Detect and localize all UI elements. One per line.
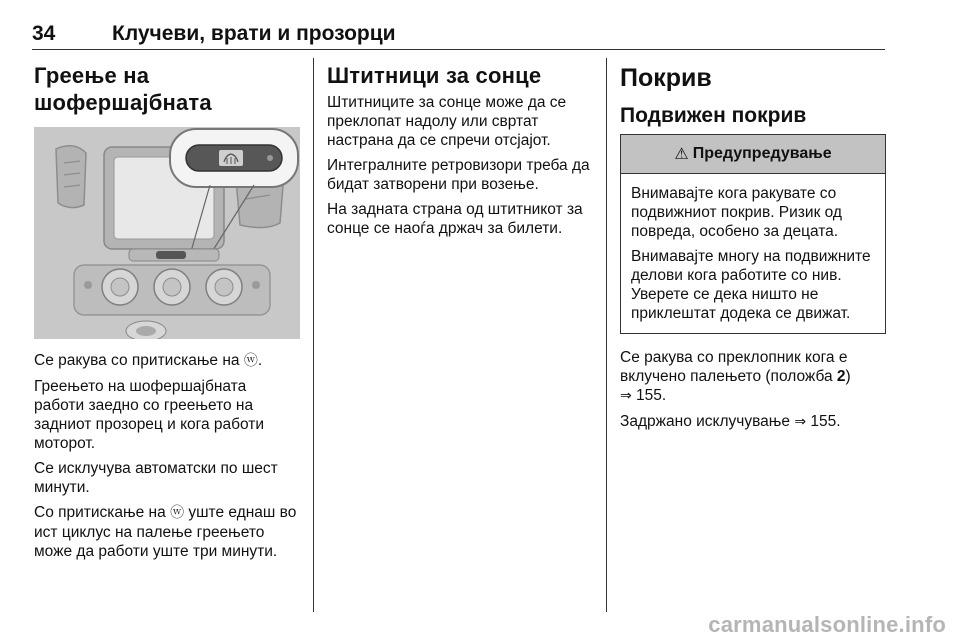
column-sun-visors xyxy=(327,62,597,244)
page-number: 34 xyxy=(32,22,56,45)
warning-title: Предупредување xyxy=(692,145,832,162)
column-windshield-heating xyxy=(34,62,300,567)
warning-paragraph-1: Внимавајте кога ракувате со подвижниот покрив. Ризик од повреда, особено за децата. xyxy=(631,185,842,240)
column-roof xyxy=(620,62,886,438)
paragraph-sun-visor-fold: Штитниците за сонце може да се преклопат надолу или свртат настрана да се спречи отсјајот. xyxy=(327,94,567,149)
section-heading-roof: Покрив xyxy=(620,64,712,92)
column-divider-1 xyxy=(313,58,314,612)
warning-triangle-icon: ⚠ xyxy=(674,146,689,163)
page-reference[interactable]: 155. xyxy=(636,387,667,404)
page-header xyxy=(32,22,884,48)
paragraph-ticket-holder: На задната страна од штитникот за сонце се наоѓа држач за билети. xyxy=(327,201,583,237)
paragraph-auto-off: Се исклучува автоматски по шест минути. xyxy=(34,460,278,496)
section-heading-windshield-heating: Греење на шофершајбната xyxy=(34,63,212,115)
windshield-heating-icon: ⓦ xyxy=(170,505,185,521)
column-divider-2 xyxy=(606,58,607,612)
subheading-sliding-roof: Подвижен покрив xyxy=(620,104,807,127)
warning-header xyxy=(621,135,885,174)
header-rule xyxy=(32,49,885,50)
paragraph-roof-operation: Се ракува со преклопник кога е вклучено палењето (положба 2) ⇒ 155. xyxy=(620,349,851,404)
warning-box xyxy=(620,134,886,334)
paragraph-vanity-mirror: Интегралните ретровизори треба да бидат затворени при возење. xyxy=(327,157,590,193)
paragraph-operation: Греењето на шофершајбната работи заедно со греењето на задниот прозорец и кога работи моторот. xyxy=(34,378,265,452)
paragraph-extend: Со притискање на ⓦ уште еднаш во ист циклус на палење греењето може да работи уште три минути. xyxy=(34,504,297,560)
dashboard-illustration xyxy=(34,127,300,339)
windshield-heating-icon: ⓦ xyxy=(243,353,258,369)
paragraph-activation: Се ракува со притискање на ⓦ. xyxy=(34,352,263,369)
section-heading-sun-visors: Штитници за сонце xyxy=(327,63,542,88)
warning-paragraph-2: Внимавајте многу на подвижните делови кога работите со нив. Уверете се дека ништо не приклештат додека се движат. xyxy=(631,248,871,322)
running-title: Клучеви, врати и прозорци xyxy=(112,22,396,45)
page-reference[interactable]: 155. xyxy=(810,413,841,430)
page-reference-arrow-icon: ⇒ xyxy=(620,388,632,404)
paragraph-retained-power: Задржано исклучување ⇒ 155. xyxy=(620,413,841,430)
watermark: carmanualsonline.info xyxy=(708,612,946,637)
page-reference-arrow-icon: ⇒ xyxy=(794,414,807,430)
warning-body xyxy=(621,174,885,333)
